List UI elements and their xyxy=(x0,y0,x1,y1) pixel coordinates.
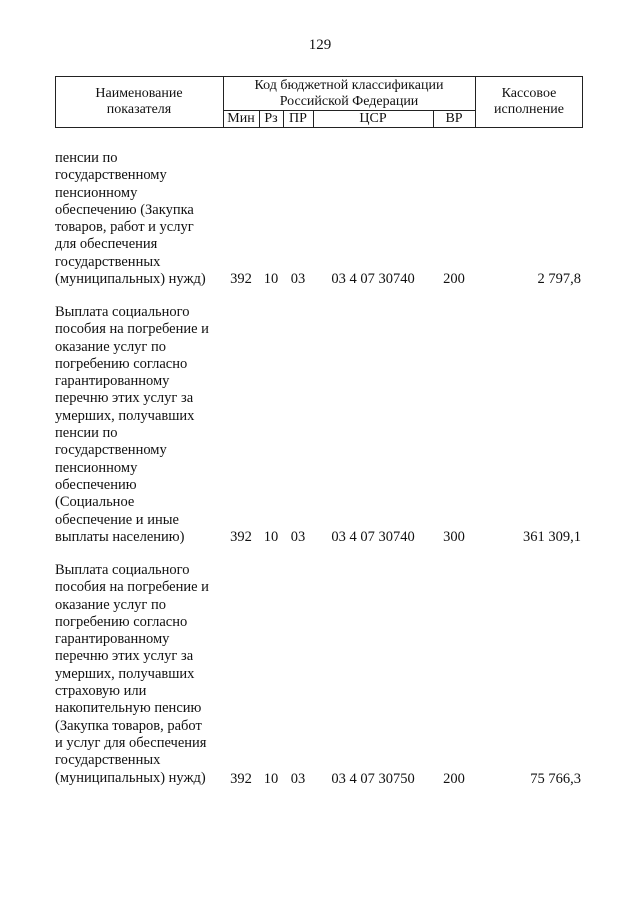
header-code-group: Код бюджетной классификации Российской Федерации xyxy=(254,78,444,109)
header-csr: ЦСР xyxy=(359,111,387,126)
header-pr: ПР xyxy=(289,111,307,126)
row-amount: 361 309,1 xyxy=(523,529,581,545)
header-bottom-border xyxy=(55,127,583,128)
row-min: 392 xyxy=(230,529,252,545)
table-header xyxy=(55,76,583,128)
row-csr: 03 4 07 30740 xyxy=(331,529,415,545)
row-vr: 200 xyxy=(443,271,465,287)
row-csr: 03 4 07 30740 xyxy=(331,271,415,287)
row-rz: 10 xyxy=(263,771,279,787)
header-min: Мин xyxy=(227,111,255,126)
row-name: пенсии по государственному пенсионному обеспечению (Закупка товаров, работ и услуг для обеспечения государственных (муниципальных) нужд) xyxy=(55,150,206,288)
row-vr: 200 xyxy=(443,771,465,787)
row-rz: 10 xyxy=(263,529,279,545)
table-row xyxy=(55,304,583,546)
row-name: Выплата социального пособия на погребение и оказание услуг по погребению согласно гарантированному перечню этих услуг за умерших, получавших страховую или накопительную пенсию (Закупка товаров, работ и услуг для обеспечения государственных (муниципальных) нужд) xyxy=(55,562,209,786)
row-min: 392 xyxy=(230,771,252,787)
table-row xyxy=(55,150,583,288)
row-pr: 03 xyxy=(290,771,306,787)
row-pr: 03 xyxy=(290,529,306,545)
header-amount-column: Кассовое исполнение xyxy=(494,86,564,117)
row-csr: 03 4 07 30750 xyxy=(331,771,415,787)
header-vr: ВР xyxy=(445,111,463,126)
table-row xyxy=(55,562,583,788)
row-min: 392 xyxy=(230,271,252,287)
header-top-border xyxy=(55,76,583,77)
row-pr: 03 xyxy=(290,271,306,287)
header-rz: Рз xyxy=(264,111,278,126)
row-vr: 300 xyxy=(443,529,465,545)
row-amount: 2 797,8 xyxy=(537,271,581,287)
row-rz: 10 xyxy=(263,271,279,287)
row-name: Выплата социального пособия на погребение и оказание услуг по погребению согласно гарантированному перечню этих услуг за умерших, получавших пенсии по государственному пенсионному обеспечению (Социальное обеспечение и иные выплаты населению) xyxy=(55,304,209,545)
header-name-column: Наименование показателя xyxy=(95,86,183,117)
row-amount: 75 766,3 xyxy=(530,771,581,787)
page-number: 129 xyxy=(308,37,332,53)
